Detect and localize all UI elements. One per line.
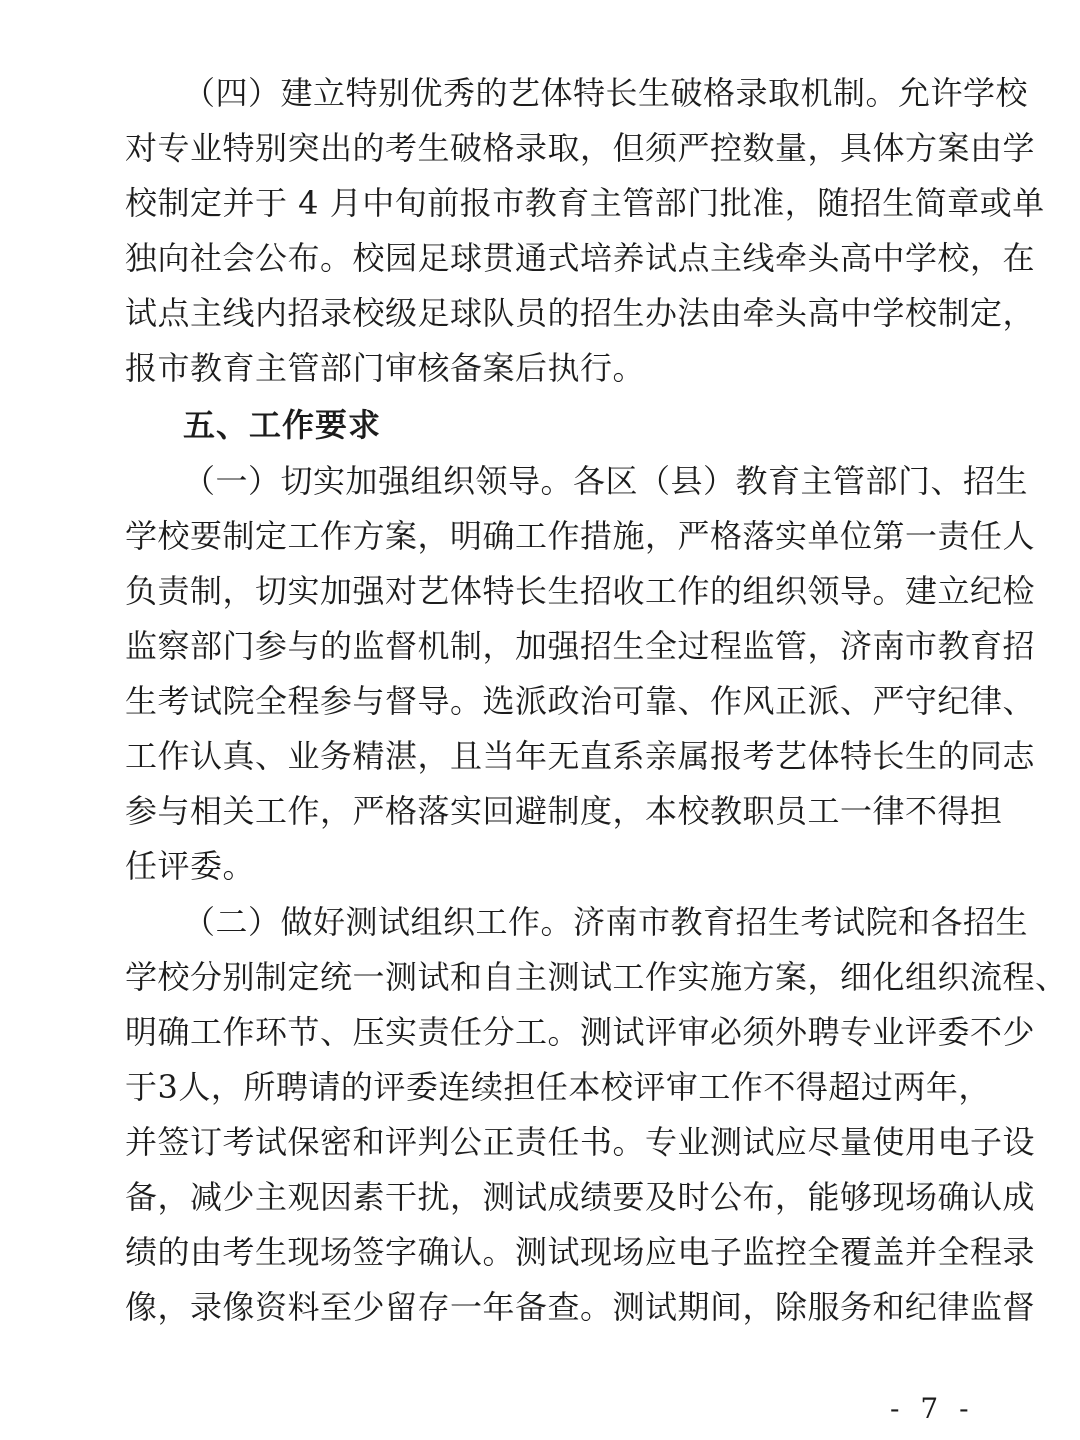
paragraph-1-line-6: 工作认真、业务精湛，且当年无直系亲属报考艺体特长生的同志	[125, 737, 1036, 775]
paragraph-1-line-3: 负责制，切实加强对艺体特长生招收工作的组织领导。建立纪检	[125, 572, 1036, 610]
paragraph-2-line-6: 备，减少主观因素干扰，测试成绩要及时公布，能够现场确认成	[125, 1178, 1036, 1216]
section-heading: 五、工作要求	[183, 406, 382, 444]
paragraph-1-line-5: 生考试院全程参与督导。选派政治可靠、作风正派、严守纪律、	[125, 682, 1036, 720]
paragraph-1-line-2: 学校要制定工作方案，明确工作措施，严格落实单位第一责任人	[125, 517, 1036, 555]
paragraph-2-line-2: 学校分别制定统一测试和自主测试工作实施方案，细化组织流程、	[125, 958, 1068, 996]
paragraph-1-line-4: 监察部门参与的监督机制，加强招生全过程监管，济南市教育招	[125, 627, 1036, 665]
paragraph-4-line-2: 对专业特别突出的考生破格录取，但须严控数量，具体方案由学	[125, 129, 1036, 167]
paragraph-2-line-1: （二）做好测试组织工作。济南市教育招生考试院和各招生	[183, 903, 1029, 941]
paragraph-4-line-5: 试点主线内招录校级足球队员的招生办法由牵头高中学校制定，	[125, 294, 1036, 332]
paragraph-4-line-1: （四）建立特别优秀的艺体特长生破格录取机制。允许学校	[183, 74, 1029, 112]
paragraph-4-line-3: 校制定并于 4 月中旬前报市教育主管部门批准，随招生简章或单	[125, 184, 1045, 222]
paragraph-1-line-8: 任评委。	[125, 847, 256, 885]
paragraph-1-line-7: 参与相关工作，严格落实回避制度，本校教职员工一律不得担	[125, 792, 1003, 830]
paragraph-1-line-1: （一）切实加强组织领导。各区（县）教育主管部门、招生	[183, 462, 1029, 500]
page-number: - 7 -	[890, 1392, 975, 1425]
paragraph-2-line-3: 明确工作环节、压实责任分工。测试评审必须外聘专业评委不少	[125, 1013, 1036, 1051]
paragraph-2-line-5: 并签订考试保密和评判公正责任书。专业测试应尽量使用电子设	[125, 1123, 1036, 1161]
paragraph-4-line-4: 独向社会公布。校园足球贯通式培养试点主线牵头高中学校，在	[125, 239, 1036, 277]
paragraph-4-line-6: 报市教育主管部门审核备案后执行。	[125, 349, 646, 387]
paragraph-2-line-8: 像，录像资料至少留存一年备查。测试期间，除服务和纪律监督	[125, 1288, 1036, 1326]
paragraph-2-line-4: 于3人，所聘请的评委连续担任本校评审工作不得超过两年，	[125, 1068, 991, 1106]
paragraph-2-line-7: 绩的由考生现场签字确认。测试现场应电子监控全覆盖并全程录	[125, 1233, 1036, 1271]
